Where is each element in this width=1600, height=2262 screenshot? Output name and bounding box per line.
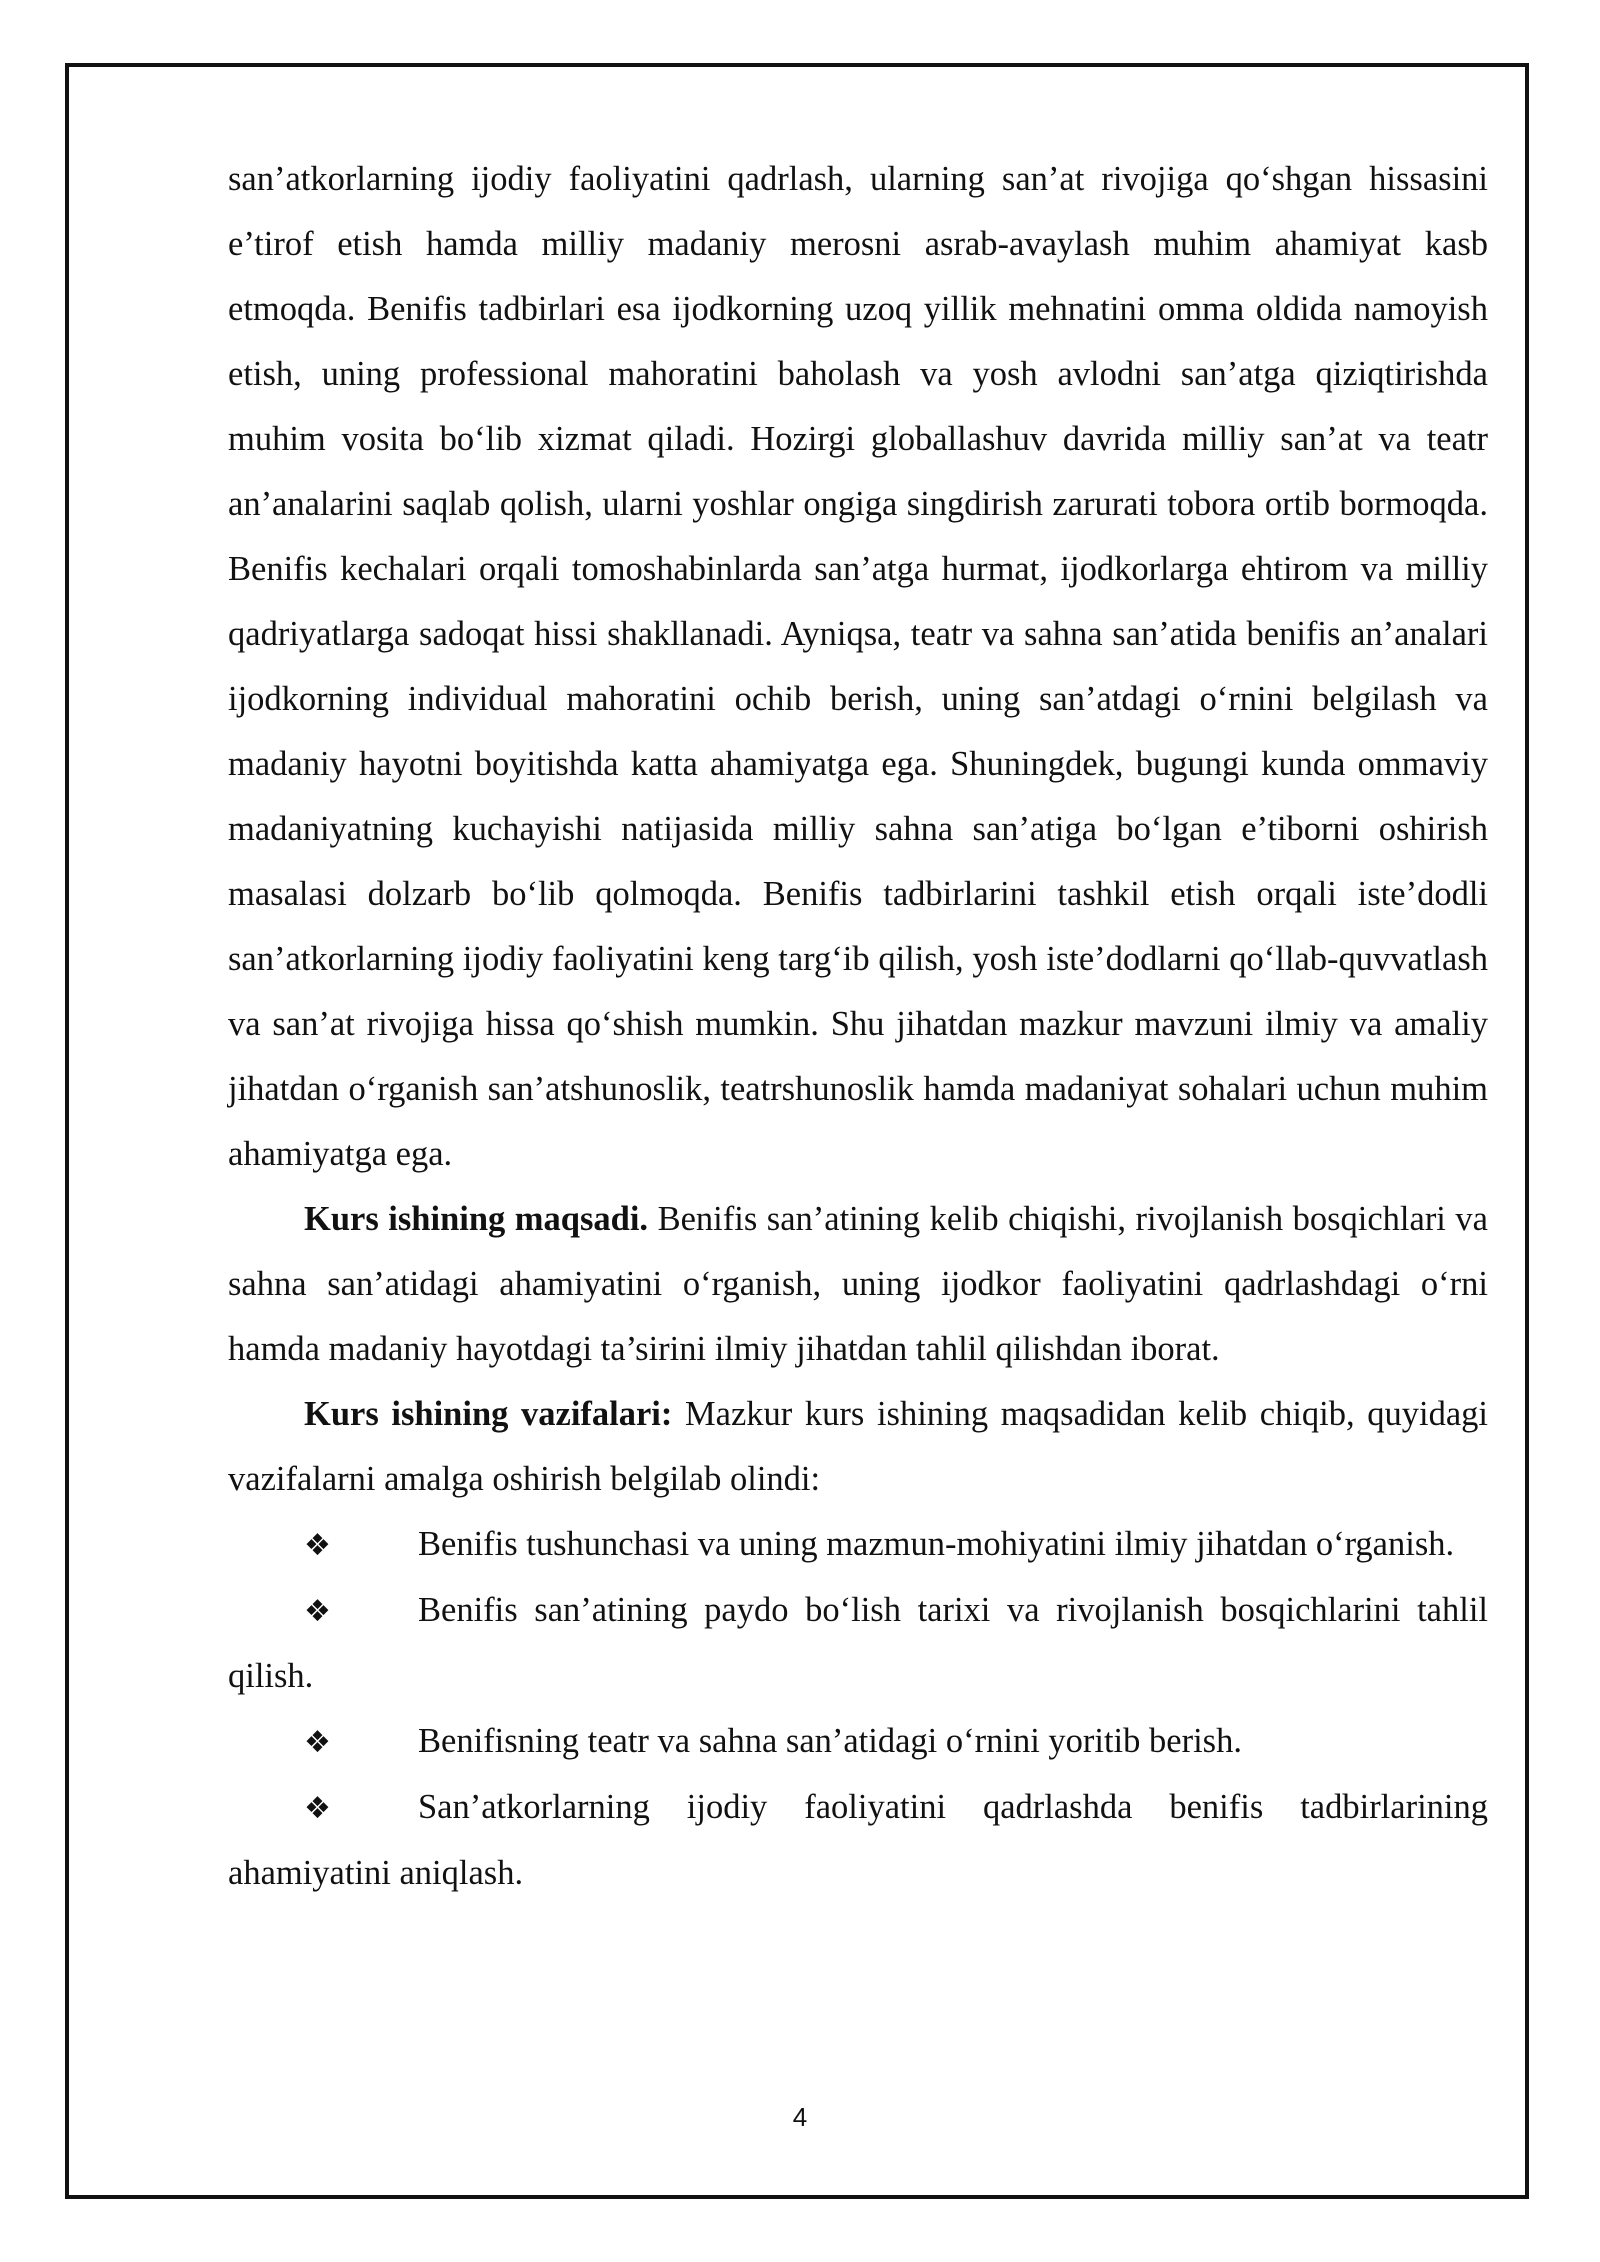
document-body [228, 147, 1488, 1906]
task-item [228, 1775, 1488, 1906]
tasks-heading: Kurs ishining vazifalari: [304, 1395, 673, 1433]
task-item-text: Benifis san’atining paydo bo‘lish tarixi va rivojlanish bosqichlarini tahlil qilish. [228, 1591, 1488, 1695]
task-item [228, 1512, 1488, 1578]
diamond-bullet-icon: ❖ [304, 1594, 331, 1629]
diamond-bullet-icon: ❖ [304, 1725, 331, 1760]
goal-text: Benifis san’atining kelib chiqishi, rivojlanish bosqichlari va sahna san’atidagi ahamiyatini o‘rganish, uning ijodkor faoliyatini qadrlashdagi o‘rni hamda madaniy hayotdagi ta’sirini ilmiy jihatdan tahlil qilishdan iborat. [228, 1200, 1488, 1368]
intro-paragraph: san’atkorlarning ijodiy faoliyatini qadrlash, ularning san’at rivojiga qo‘shgan hissasini e’tirof etish hamda milliy madaniy merosni asrab-avaylash muhim ahamiyat kasb etmoqda. Benifis tadbirlari esa ijodkorning uzoq yillik mehnatini omma oldida namoyish etish, uning professional mahoratini baholash va yosh avlodni san’atga qiziqtirishda muhim vosita bo‘lib xizmat qiladi. Hozirgi globallashuv davrida milliy san’at va teatr an’analarini saqlab qolish, ularni yoshlar ongiga singdirish zarurati tobora ortib bormoqda. Benifis kechalari orqali tomoshabinlarda san’atga hurmat, ijodkorlarga ehtirom va milliy qadriyatlarga sadoqat hissi shakllanadi. Ayniqsa, teatr va sahna san’atida benifis an’analari ijodkorning individual mahoratini ochib berish, uning san’atdagi o‘rnini belgilash va madaniy hayotni boyitishda katta ahamiyatga ega. Shuningdek, bugungi kunda ommaviy madaniyatning kuchayishi natijasida milliy sahna san’atiga bo‘lgan e’tiborni oshirish masalasi dolzarb bo‘lib qolmoqda. Benifis tadbirlarini tashkil etish orqali iste’dodli san’atkorlarning ijodiy faoliyatini keng targ‘ib qilish, yosh iste’dodlarni qo‘llab-quvvatlash va san’at rivojiga hissa qo‘shish mumkin. Shu jihatdan mazkur mavzuni ilmiy va amaliy jihatdan o‘rganish san’atshunoslik, teatrshunoslik hamda madaniyat sohalari uchun muhim ahamiyatga ega. [228, 160, 1488, 1173]
task-item-text: Benifisning teatr va sahna san’atidagi o‘rnini yoritib berish. [418, 1722, 1242, 1760]
task-item [228, 1709, 1488, 1775]
task-item-text: San’atkorlarning ijodiy faoliyatini qadrlashda benifis tadbirlarining ahamiyatini aniqlash. [228, 1788, 1488, 1892]
task-item-text: Benifis tushunchasi va uning mazmun-mohiyatini ilmiy jihatdan o‘rganish. [418, 1525, 1455, 1563]
page-number: 4 [792, 2102, 808, 2132]
diamond-bullet-icon: ❖ [304, 1791, 331, 1826]
task-item [228, 1578, 1488, 1709]
tasks-paragraph [228, 1382, 1488, 1512]
diamond-bullet-icon: ❖ [304, 1528, 331, 1563]
goal-heading: Kurs ishining maqsadi. [304, 1200, 649, 1238]
goal-paragraph [228, 1187, 1488, 1382]
tasks-text: Mazkur kurs ishining maqsadidan kelib chiqib, quyidagi vazifalarni amalga oshirish belgilab olindi: [228, 1395, 1488, 1498]
